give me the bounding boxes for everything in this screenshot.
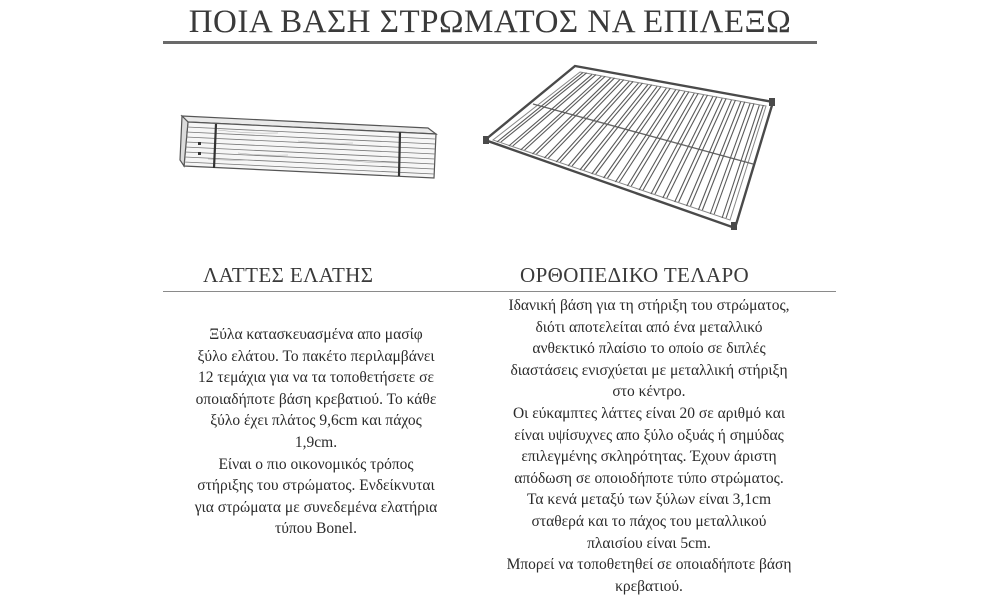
- option-heading-fir-slats: ΛΑΤΤΕΣ ΕΛΑΤΗΣ: [203, 263, 374, 287]
- orthopedic-frame-svg: [483, 60, 778, 232]
- option-heading-orthopedic-frame: ΟΡΘΟΠΕΔΙΚΟ ΤΕΛΑΡΟ: [520, 263, 750, 287]
- description-line: σταθερά και το πάχος του μεταλλικού: [531, 512, 767, 530]
- frame-slat: [513, 75, 596, 146]
- description-line: διαστάσεις ενισχύεται με μεταλλική στήριξη: [510, 361, 788, 379]
- orthopedic-frame-icon: [483, 60, 778, 232]
- description-line: Τα κενά μεταξύ των ξύλων είναι 3,1cm: [526, 491, 771, 509]
- description-line: για στρώματα με συνεδεμένα ελατήρια: [194, 498, 438, 516]
- description-line: ξύλο ελάτου. Το πακέτο περιλαμβάνει: [197, 347, 435, 365]
- description-line: ανθεκτικό πλαίσιο το οποίο σε διπλές: [532, 340, 766, 358]
- orthopedic-frame-description: [480, 295, 818, 597]
- description-line: Οι εύκαμπτες λάττες είναι 20 σε αριθμό και: [512, 404, 786, 422]
- description-line: στήριξης του στρώματος. Ενδείκνυται: [197, 477, 435, 495]
- frame-slat: [568, 83, 638, 166]
- description-line: 1,9cm.: [294, 433, 338, 451]
- section-divider: [163, 291, 836, 292]
- wooden-slats-svg: [178, 108, 440, 184]
- description-line: Είναι ο πιο οικονομικός τρόπος: [218, 455, 414, 473]
- description-line: κρεβατιού.: [615, 577, 683, 595]
- page-title: ΠΟΙΑ ΒΑΣΗ ΣΤΡΩΜΑΤΟΣ ΝΑ ΕΠΙΛΕΞΩ: [188, 4, 792, 40]
- description-line: απόδωση σε οποιοδήποτε τύπο στρώματος.: [514, 469, 784, 487]
- description-line: διότι αποτελείται από ένα μεταλλικό: [535, 318, 763, 336]
- description-line: στο κέντρο.: [612, 383, 686, 401]
- frame-slat: [643, 93, 698, 190]
- fir-slats-description: [168, 324, 464, 540]
- description-line: οποιαδήποτε βάση κρεβατιού. Το κάθε: [195, 390, 437, 408]
- description-line: 12 τεμάχια για να τα τοποθετήσετε σε: [198, 369, 434, 387]
- frame-slat: [639, 93, 694, 190]
- wooden-slats-bundle-icon: [178, 108, 440, 184]
- description-line: τύπου Bonel.: [275, 520, 357, 538]
- description-line: πλαισίου είναι 5cm.: [587, 534, 711, 552]
- frame-slat: [726, 105, 763, 218]
- title-underline: [163, 41, 817, 44]
- description-line: είναι υψίσυχνες απο ξύλο οξυάς ή σημύδας: [514, 426, 784, 444]
- description-line: Μπορεί να τοποθετηθεί σε οποιαδήποτε βάση: [506, 556, 792, 574]
- description-line: επιλεγμένης σκληρότητας. Έχουν άριστη: [521, 448, 777, 466]
- frame-slat: [722, 105, 759, 218]
- description-line: Ξύλα κατασκευασμένα απο μασίφ: [209, 326, 423, 343]
- frame-slat: [679, 98, 726, 202]
- description-line: Ιδανική βάση για τη στήριξη του στρώματος,: [508, 297, 790, 314]
- frame-slat: [619, 90, 679, 182]
- description-line: ξύλο έχει πλάτος 9,6cm και πάχος: [210, 412, 422, 430]
